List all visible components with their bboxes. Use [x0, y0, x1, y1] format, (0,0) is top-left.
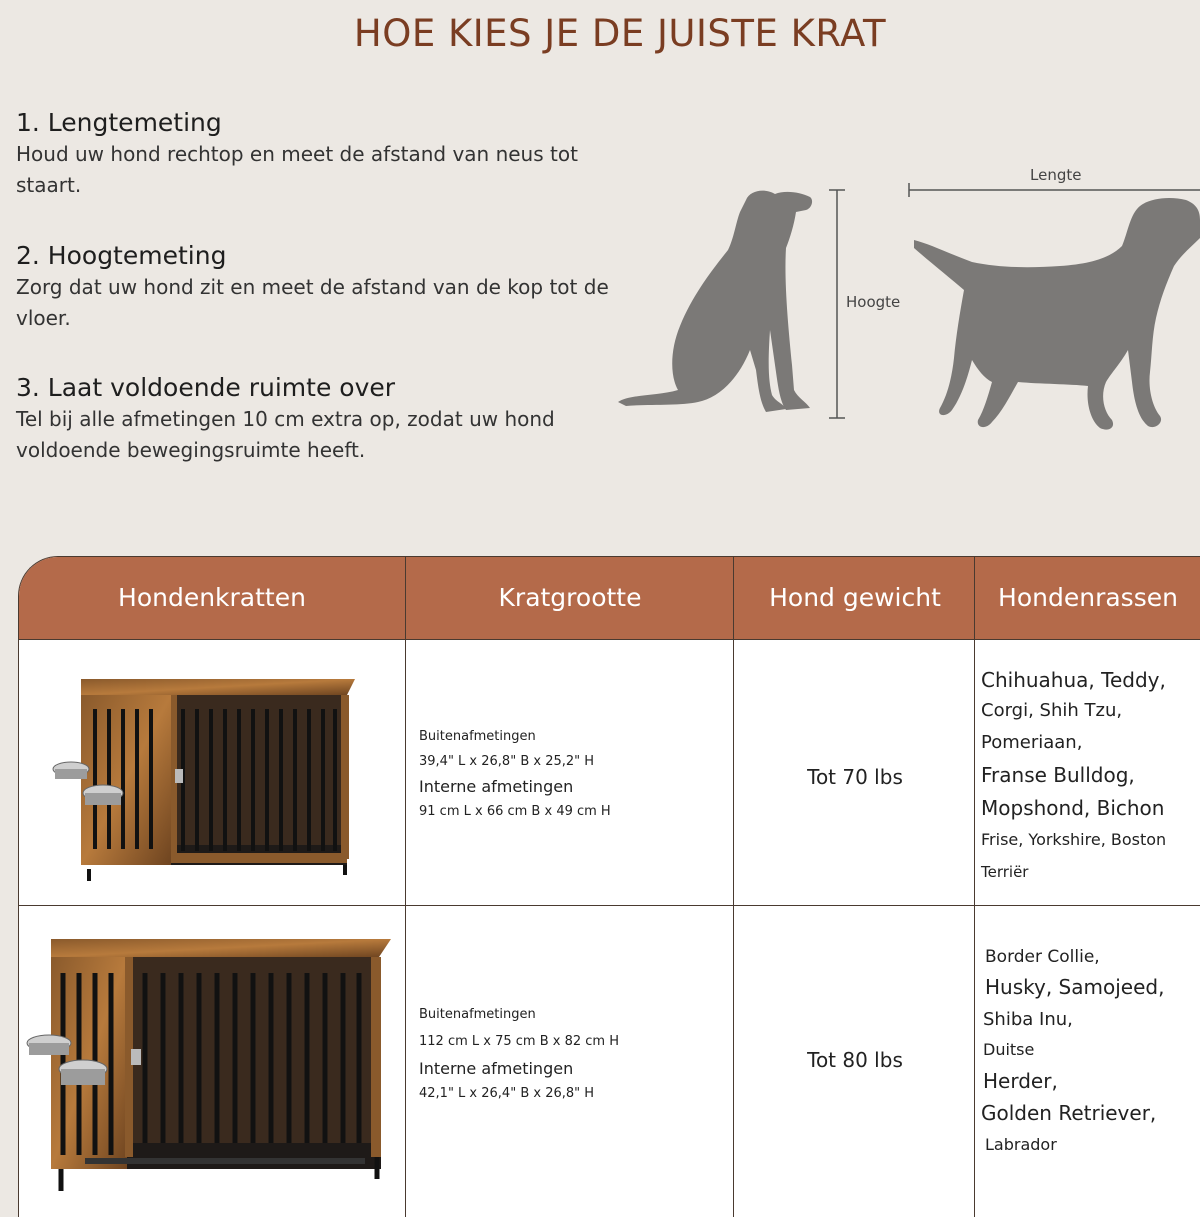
inner-dimensions-value: 91 cm L x 66 cm B x 49 cm H	[419, 804, 611, 819]
length-marker	[909, 183, 1200, 197]
length-label: Lengte	[1030, 166, 1082, 184]
breed-line: Frise, Yorkshire, Boston	[981, 830, 1167, 849]
step-heading: 1. Lengtemeting	[16, 108, 222, 137]
page-title: HOE KIES JE DE JUISTE KRAT	[353, 12, 887, 55]
crate-image-small	[49, 669, 359, 889]
breed-line: Labrador	[985, 1135, 1057, 1154]
step-heading: 3. Laat voldoende ruimte over	[16, 373, 396, 402]
outer-dimensions-label: Buitenafmetingen	[419, 1007, 536, 1022]
crate-image-large	[25, 929, 405, 1199]
step-text	[16, 404, 626, 466]
breed-line: Corgi, Shih Tzu,	[981, 700, 1123, 721]
breed-line: Shiba Inu,	[983, 1009, 1073, 1030]
header-dog-weight: Hond gewicht	[769, 583, 941, 612]
breed-line: Border Collie,	[985, 947, 1100, 967]
step-text-line: staart.	[16, 173, 82, 197]
step-text-line: Houd uw hond rechtop en meet de afstand van neus tot	[16, 142, 578, 166]
row-divider	[19, 639, 1200, 640]
step-text	[16, 139, 626, 201]
breed-line: Golden Retriever,	[981, 1101, 1157, 1125]
step-text	[16, 272, 626, 334]
column-divider	[733, 557, 734, 1217]
step-text-line: Tel bij alle afmetingen 10 cm extra op, zodat uw hond	[16, 407, 555, 431]
sitting-dog-silhouette	[618, 191, 812, 412]
header-crates: Hondenkratten	[118, 583, 306, 612]
row-divider	[19, 905, 1200, 906]
step-extra-space	[16, 373, 626, 466]
crate-size-cell	[419, 729, 739, 819]
breed-line: Duitse	[983, 1040, 1035, 1059]
breed-line: Mopshond, Bichon	[981, 796, 1165, 820]
dog-weight-cell: Tot 80 lbs	[807, 1048, 903, 1072]
breed-line: Terriër	[981, 863, 1029, 881]
outer-dimensions-value: 112 cm L x 75 cm B x 82 cm H	[419, 1034, 619, 1049]
standing-dog-silhouette	[914, 198, 1200, 430]
step-text-line: vloer.	[16, 306, 71, 330]
inner-dimensions-label: Interne afmetingen	[419, 777, 574, 796]
breed-line: Herder,	[983, 1069, 1058, 1093]
crate-size-cell	[419, 1007, 739, 1101]
breed-line: Franse Bulldog,	[981, 763, 1135, 787]
height-label: Hoogte	[846, 293, 901, 311]
dog-breeds-cell	[981, 943, 1200, 1162]
dog-weight-cell: Tot 70 lbs	[807, 765, 903, 789]
step-heading: 2. Hoogtemeting	[16, 241, 227, 270]
breed-line: Pomeriaan,	[981, 732, 1083, 753]
inner-dimensions-label: Interne afmetingen	[419, 1059, 574, 1078]
step-text-line: Zorg dat uw hond zit en meet de afstand van de kop tot de	[16, 275, 609, 299]
outer-dimensions-label: Buitenafmetingen	[419, 729, 536, 744]
column-divider	[405, 557, 406, 1217]
breed-line: Husky, Samojeed,	[985, 975, 1165, 999]
dog-measurement-figure	[600, 150, 1200, 450]
column-divider	[974, 557, 975, 1217]
step-length	[16, 108, 626, 201]
step-height	[16, 241, 626, 334]
header-dog-breeds: Hondenrassen	[998, 583, 1178, 612]
breed-line: Chihuahua, Teddy,	[981, 668, 1166, 692]
inner-dimensions-value: 42,1" L x 26,4" B x 26,8" H	[419, 1086, 595, 1101]
header-crate-size: Kratgrootte	[498, 583, 642, 612]
dog-breeds-cell	[981, 665, 1200, 888]
crate-size-table	[18, 556, 1200, 1217]
outer-dimensions-value: 39,4" L x 26,8" B x 25,2" H	[419, 754, 595, 769]
height-marker	[829, 190, 845, 418]
step-text-line: voldoende bewegingsruimte heeft.	[16, 438, 366, 462]
